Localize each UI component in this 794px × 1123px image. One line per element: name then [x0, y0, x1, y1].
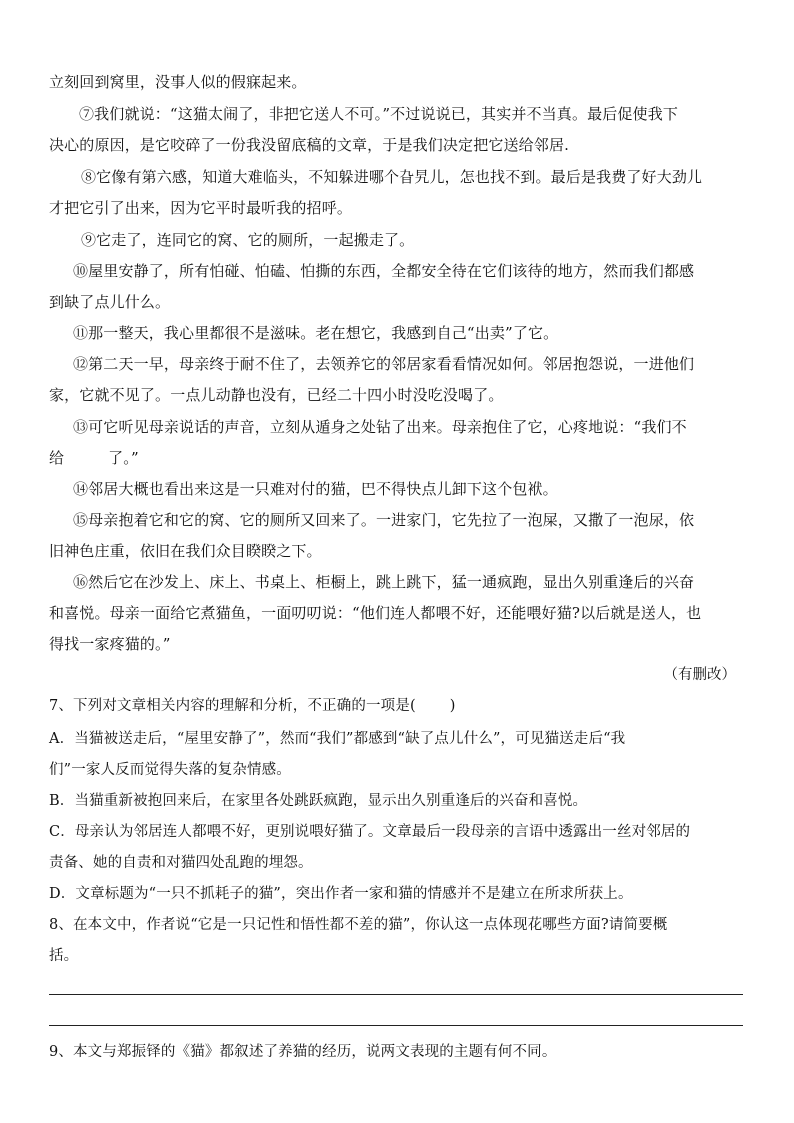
- paragraph-9-line: ⑨它走了，连同它的窝、它的厕所，一起搬走了。: [81, 231, 415, 249]
- paragraph-10-line: 到缺了点儿什么。: [49, 293, 171, 311]
- option-c-line: 责备、她的自责和对猫四处乱跑的埋怨。: [49, 855, 313, 871]
- passage-line: 立刻回到窝里，没事人似的假寐起来。: [49, 73, 307, 91]
- paragraph-16-line: ⑯然后它在沙发上、床上、书桌上、柜橱上，跳上跳下，猛一通疯跑，显出久别重逢后的兴奋: [73, 573, 695, 591]
- question-8-line: 括。: [49, 948, 79, 964]
- paragraph-13-line: [49, 448, 139, 468]
- option-a-line: 们”一家人反而觉得失落的复杂情感。: [49, 762, 291, 778]
- paragraph-8-line: ⑧它像有第六感，知道大难临头，不知躲进哪个旮旯儿，怎也找不到。最后是我费了好大劲儿: [81, 168, 703, 186]
- paragraph-15-line: 旧神色庄重，依旧在我们众目睽睽之下。: [49, 542, 322, 560]
- option-c-line: C．母亲认为邻居连人都喂不好，更别说喂好猫了。文章最后一段母亲的言语中透露出一丝对邻居的: [49, 824, 691, 840]
- paragraph-7-line: ⑦我们就说：“这猫太闹了，非把它送人不可。”不过说说已，其实并不当真。最后促使我下: [79, 105, 678, 123]
- paragraph-16-line: 和喜悦。母亲一面给它煮猫鱼，一面叨叨说：“他们连人都喂不好，还能喂好猫?以后就是送人，也: [49, 604, 702, 622]
- option-a-line: A．当猫被送走后，“屋里安静了”，然而“我们”都感到“缺了点儿什么”，可见猫送走后“我: [49, 731, 626, 747]
- paragraph-14-line: ⑭邻居大概也看出来这是一只难对付的猫，巴不得快点儿卸下这个包袱。: [73, 480, 558, 498]
- paragraph-12-line: 家，它就不见了。一点儿动静也没有，已经二十四小时没吃没喝了。: [49, 386, 504, 404]
- answer-line[interactable]: [49, 994, 743, 995]
- paragraph-12-line: ⑫第二天一早，母亲终于耐不住了，去领养它的邻居家看看情况如何。邻居抱怨说，一进他们: [73, 355, 695, 373]
- question-8-line: 8、在本文中，作者说“它是一只记性和悟性都不差的猫”，你认这一点体现花哪些方面?请简要概: [49, 917, 668, 933]
- paragraph-16-line: 得找一家疼猫的。”: [49, 635, 171, 653]
- paragraph-11-line: ⑪那一整天，我心里都很不是滋味。老在想它，我感到自己“出卖”了它。: [73, 324, 559, 342]
- paragraph-13-text: 了。”: [108, 449, 139, 467]
- answer-line[interactable]: [49, 1025, 743, 1026]
- paragraph-13-text: 给: [49, 449, 65, 467]
- option-d-line: D．文章标题为“一只不抓耗子的猫”，突出作者一家和猫的情感并不是建立在所求所获上。: [49, 886, 633, 902]
- option-b-line: B．当猫重新被抱回来后，在家里各处跳跃疯跑，显示出久别重逢后的兴奋和喜悦。: [49, 793, 588, 809]
- paragraph-13-line: ⑬可它听见母亲说话的声音，立刻从遁身之处钻了出来。母亲抱住了它，心疼地说：“我们不: [73, 418, 687, 436]
- question-7-stem: [49, 696, 456, 716]
- edit-note: （有删改）: [663, 667, 736, 683]
- question-7-text: 7、下列对文章相关内容的理解和分析，不正确的一项是(: [49, 698, 416, 714]
- question-7-close: ): [449, 698, 456, 714]
- paragraph-15-line: ⑮母亲抱着它和它的窝、它的厕所又回来了。一进家门，它先拉了一泡屎，又撒了一泡尿，依: [73, 511, 695, 529]
- question-9-line: 9、本文与郑振铎的《猫》都叙述了养猫的经历，说两文表现的主题有何不同。: [49, 1044, 557, 1060]
- paragraph-10-line: ⑩屋里安静了，所有怕碰、怕磕、怕撕的东西，全都安全待在它们该待的地方，然而我们都感: [73, 262, 695, 280]
- paragraph-8-line: 才把它引了出来，因为它平时最听我的招呼。: [49, 199, 353, 217]
- paragraph-7-line: 决心的原因，是它咬碎了一份我没留底稿的文章，于是我们决定把它送给邻居.: [49, 136, 570, 154]
